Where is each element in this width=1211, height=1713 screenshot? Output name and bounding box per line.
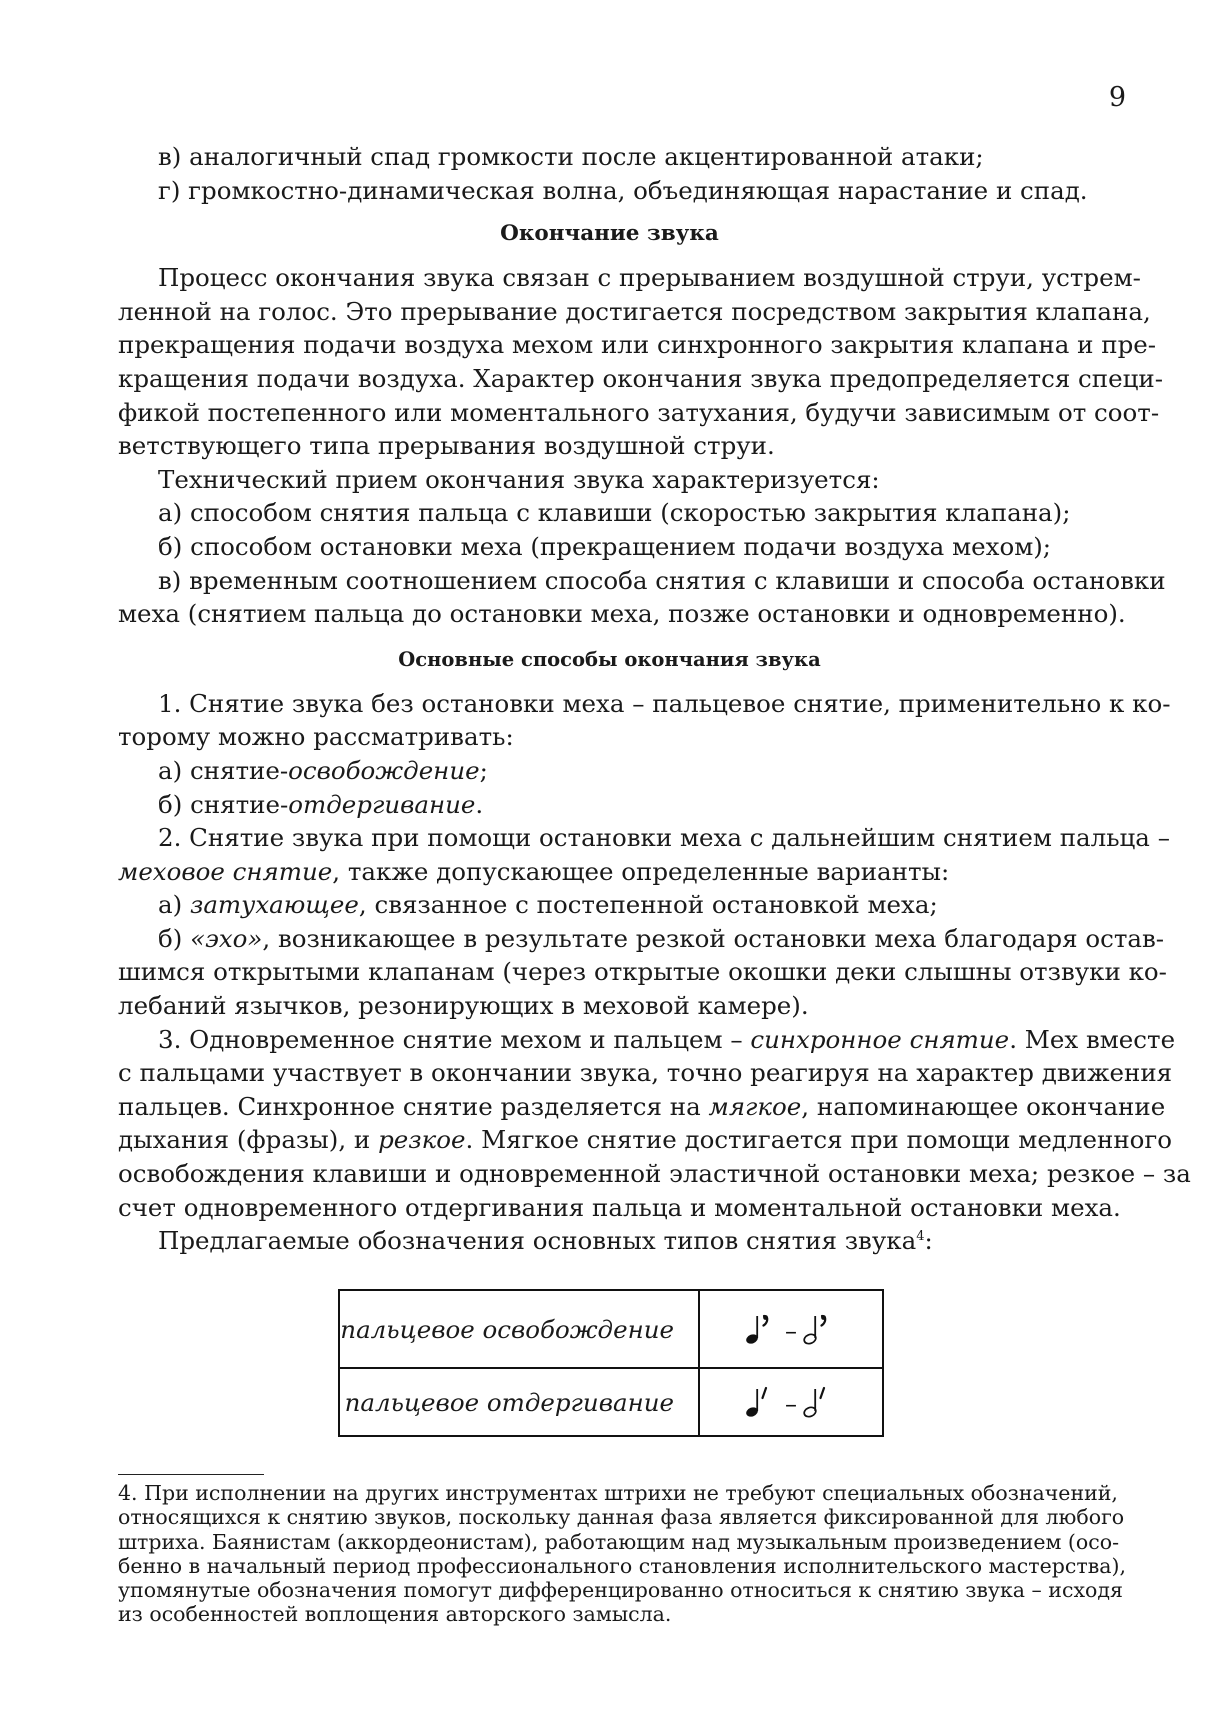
method-2-b: б) «эхо», возникающее в результате резкой остановки меха благодаря остав- шимся открытыми клапанам (через открытые окошки деки слышны отзвуки ко- лебаний язычков, резонирующих в меховой камере).	[118, 923, 1167, 1021]
footnote-line: бенно в начальный период профессионального становления исполнительского мастерства),	[118, 1553, 1126, 1578]
notation-table	[338, 1289, 884, 1437]
notation-symbol	[699, 1368, 883, 1436]
quarter-and-half-note-with-stroke-icon	[736, 1385, 846, 1421]
technique-item-a: а) способом снятия пальца с клавиши (скоростью закрытия клапана);	[158, 498, 1071, 528]
footnote-line: относящихся к снятию звуков, поскольку данная фаза является фиксированной для любого	[118, 1505, 1125, 1530]
footnote	[118, 1481, 1126, 1627]
footnote-ref: 4	[916, 1229, 925, 1245]
footnote-line: 4. При исполнении на других инструментах штрихи не требуют специальных обозначений,	[118, 1481, 1118, 1505]
footnote-separator	[118, 1474, 264, 1475]
quarter-and-half-note-with-comma-icon	[736, 1312, 846, 1348]
footnote-line: штриха. Баянистам (аккордеонистам), работающим над музыкальным произведением (осо-	[118, 1529, 1120, 1554]
proposed-notations-line: Предлагаемые обозначения основных типов снятия звука$^4$:	[158, 1226, 933, 1256]
section-heading-main-methods: Основные способы окончания звука	[398, 647, 821, 671]
method-1-a: а) снятие-освобождение;	[158, 755, 488, 785]
list-item-g: г) громкостно-динамическая волна, объединяющая нарастание и спад.	[158, 175, 1088, 205]
method-1: 1. Снятие звука без остановки меха – пальцевое снятие, применительно к ко- торому можно рассматривать:	[118, 688, 1171, 752]
paragraph-process: Процесс окончания звука связан с прерыванием воздушной струи, устрем- ленной на голос. Это прерывание достигается посредством закрытия клапана, прекращения подачи воздуха мехом или синхронного закрытия клапана и пре- кращения подачи воздуха. Характер окончания звука предопределяется специ- фикой постепенного или моментального затухания, будучи зависимым от соот- ветствующего типа прерывания воздушной струи.	[118, 263, 1163, 461]
footnote-line: из особенностей воплощения авторского замысла.	[118, 1602, 672, 1627]
method-1-b: б) снятие-отдергивание.	[158, 789, 484, 819]
notation-name: пальцевое освобождение	[339, 1290, 699, 1368]
svg-text:–: –	[785, 1316, 797, 1345]
list-item-v: в) аналогичный спад громкости после акцентированной атаки;	[158, 142, 984, 171]
method-2-a: а) затухающее, связанное с постепенной остановкой меха;	[158, 890, 938, 920]
method-2: 2. Снятие звука при помощи остановки меха с дальнейшим снятием пальца – меховое снятие, также допускающее определенные варианты:	[118, 823, 1170, 886]
footnote-line: упомянутые обозначения помогут дифференцированно относиться к снятию звука – исходя	[118, 1578, 1123, 1603]
technique-item-v: в) временным соотношением способа снятия с клавиши и способа остановки меха (снятием пальца до остановки меха, позже остановки и одновременно).	[118, 565, 1166, 629]
method-3: 3. Одновременное снятие мехом и пальцем – синхронное снятие. Мех вместе с пальцами участвует в окончании звука, точно реагируя на характер движения пальцев. Синхронное снятие разделяется на мягкое, напоминающее окончание дыхания (фразы), и резкое. Мягкое снятие достигается при помощи медленного освобождения клавиши и одновременной эластичной остановки меха; резкое – за счет одновременного отдергивания пальца и моментальной остановки меха.	[118, 1024, 1191, 1222]
table-row	[339, 1368, 883, 1436]
main-text	[118, 140, 1191, 1258]
section-heading-sound-ending: Окончание звука	[500, 221, 719, 247]
paragraph-technique: Технический прием окончания звука характеризуется:	[158, 464, 880, 494]
technique-item-b: б) способом остановки меха (прекращением подачи воздуха мехом);	[158, 531, 1052, 561]
svg-text:–: –	[785, 1389, 797, 1418]
notation-symbol	[699, 1290, 883, 1368]
notation-name: пальцевое отдергивание	[339, 1368, 699, 1436]
page-number: 9	[1108, 82, 1126, 113]
table-row	[339, 1290, 883, 1368]
